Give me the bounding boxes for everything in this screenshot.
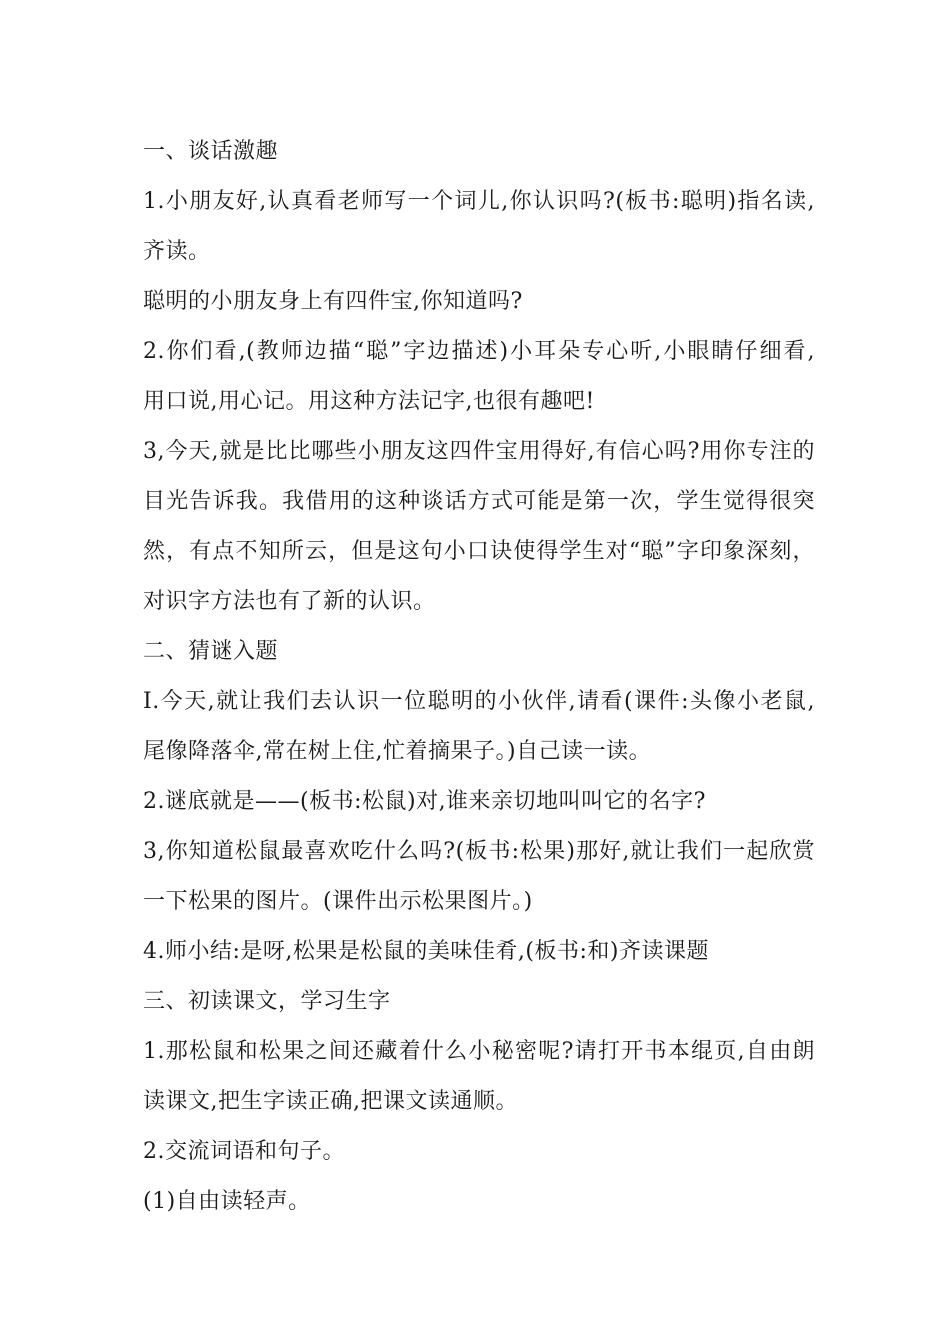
- text-line: 尾像降落伞,常在树上住,忙着摘果子。)自己读一读。: [143, 739, 652, 764]
- text-line: 3,今天,就是比比哪些小朋友这四件宝用得好,有信心吗?用你专注的: [143, 439, 815, 464]
- text-line: 2.你们看,(教师边描“聪”字边描述)小耳朵专心听,小眼睛仔细看,: [143, 339, 815, 364]
- document-body: [143, 135, 815, 1235]
- text-line: 1.小朋友好,认真看老师写一个词儿,你认识吗?(板书:聪明)指名读,: [143, 189, 815, 214]
- text-line: I.今天,就让我们去认识一位聪明的小伙伴,请看(课件:头像小老鼠,: [143, 689, 815, 714]
- text-line: 三、初读课文，学习生字: [143, 989, 391, 1014]
- text-line: 2.交流词语和句子。: [143, 1139, 345, 1164]
- text-line: 一、谈话激趣: [143, 139, 279, 164]
- text-line: (1)自由读轻声。: [143, 1189, 311, 1214]
- text-line: 3,你知道松鼠最喜欢吃什么吗?(板书:松果)那好,就让我们一起欣赏: [143, 839, 815, 864]
- text-line: 聪明的小朋友身上有四件宝,你知道吗?: [143, 289, 523, 314]
- text-line: 对识字方法也有了新的认识。: [143, 589, 436, 614]
- text-line: 然，有点不知所云，但是这句小口诀使得学生对“聪”字印象深刻，: [143, 539, 815, 564]
- text-line: 齐读。: [143, 239, 211, 264]
- text-line: 目光告诉我。我借用的这种谈话方式可能是第一次，学生觉得很突: [143, 489, 815, 514]
- text-line: 用口说,用心记。用这种方法记字,也很有趣吧!: [143, 389, 595, 414]
- text-line: 一下松果的图片。(课件出示松果图片。): [143, 889, 533, 914]
- text-line: 4.师小结:是呀,松果是松鼠的美味佳肴,(板书:和)齐读课题: [143, 939, 709, 964]
- text-line: 2.谜底就是——(板书:松鼠)对,谁来亲切地叫叫它的名字?: [143, 789, 706, 814]
- text-line: 1.那松鼠和松果之间还藏着什么小秘密呢?请打开书本绲页,自由朗: [143, 1039, 815, 1064]
- text-line: 二、猜谜入题: [143, 639, 279, 664]
- text-line: 读课文,把生字读正确,把课文读通顺。: [143, 1089, 518, 1114]
